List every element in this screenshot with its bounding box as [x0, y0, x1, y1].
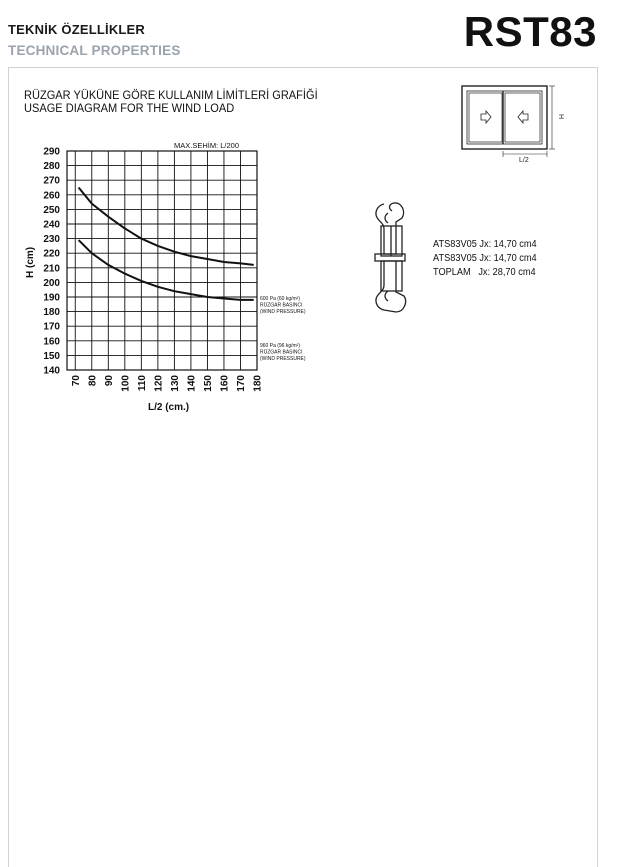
y-tick-label: 290	[43, 146, 60, 158]
y-tick-label: 140	[43, 365, 60, 377]
x-axis-label: L/2 (cm.)	[148, 402, 190, 413]
x-tick-label: 130	[169, 375, 181, 392]
y-tick-label: 230	[43, 234, 60, 246]
y-tick-label: 280	[43, 161, 60, 173]
x-tick-label: 120	[153, 375, 165, 392]
chart-annotation: MAX.SEHİM: L/200	[174, 141, 240, 150]
x-tick-label: 160	[219, 375, 231, 392]
x-tick-label: 90	[103, 375, 115, 387]
y-tick-label: 210	[43, 263, 60, 275]
x-tick-label: 140	[186, 375, 198, 392]
y-tick-label: 160	[43, 336, 60, 348]
y-tick-label: 180	[43, 307, 60, 319]
arrow-left-icon	[518, 111, 528, 123]
profile-value: Jx: 14,70 cm4	[479, 253, 537, 264]
chart-ticks	[43, 147, 263, 392]
profile-row-1	[433, 239, 537, 250]
chart-grid	[67, 151, 257, 370]
x-tick-label: 110	[136, 375, 148, 392]
series-label: RÜZGAR BASINCI	[260, 302, 303, 309]
y-axis-label: H (cm)	[25, 246, 36, 278]
profile-value: Jx: 14,70 cm4	[479, 239, 537, 250]
y-tick-label: 220	[43, 248, 60, 260]
series-label: RÜZGAR BASINCI	[260, 349, 303, 356]
header-title-en: TECHNICAL PROPERTIES	[8, 43, 181, 58]
series-label: 960 Pa (96 kg/m²)	[260, 343, 301, 349]
plot-frame	[67, 151, 257, 370]
series-label: (WIND PRESSURE)	[260, 309, 306, 315]
arrow-right-icon	[481, 111, 491, 123]
x-tick-label: 70	[70, 375, 82, 387]
y-tick-label: 260	[43, 190, 60, 202]
diagram-title-tr: RÜZGAR YÜKÜNE GÖRE KULLANIM LİMİTLERİ GRAFİĞİ	[24, 88, 318, 102]
x-tick-label: 180	[252, 375, 264, 392]
profile-code: ATS83V05	[433, 253, 477, 264]
y-tick-label: 240	[43, 219, 60, 231]
profile-row-2	[433, 253, 537, 264]
window-width-label: L/2	[519, 157, 529, 164]
header-title-tr: TEKNİK ÖZELLİKLER	[8, 22, 146, 37]
profile-code: TOPLAM	[433, 267, 471, 278]
y-tick-label: 190	[43, 292, 60, 304]
profile-row-3	[433, 267, 536, 278]
profile-section-drawing	[375, 203, 406, 312]
x-tick-label: 80	[87, 375, 99, 387]
series-label: (WIND PRESSURE)	[260, 356, 306, 362]
chart-series	[79, 188, 306, 363]
x-tick-label: 150	[202, 375, 214, 392]
y-tick-label: 200	[43, 277, 60, 289]
x-tick-label: 100	[120, 375, 132, 392]
profile-code: ATS83V05	[433, 239, 477, 250]
x-tick-label: 170	[235, 375, 247, 392]
diagram-title-en: USAGE DIAGRAM FOR THE WIND LOAD	[24, 101, 235, 115]
y-tick-label: 170	[43, 321, 60, 333]
window-sketch	[462, 86, 564, 164]
window-height-label: H	[557, 114, 564, 120]
model-code: RST83	[463, 8, 597, 55]
y-tick-label: 270	[43, 175, 60, 187]
y-tick-label: 150	[43, 350, 60, 362]
profile-value: Jx: 28,70 cm4	[473, 267, 536, 278]
y-tick-label: 250	[43, 204, 60, 216]
series-label: 600 Pa (60 kg/m²)	[260, 296, 301, 302]
